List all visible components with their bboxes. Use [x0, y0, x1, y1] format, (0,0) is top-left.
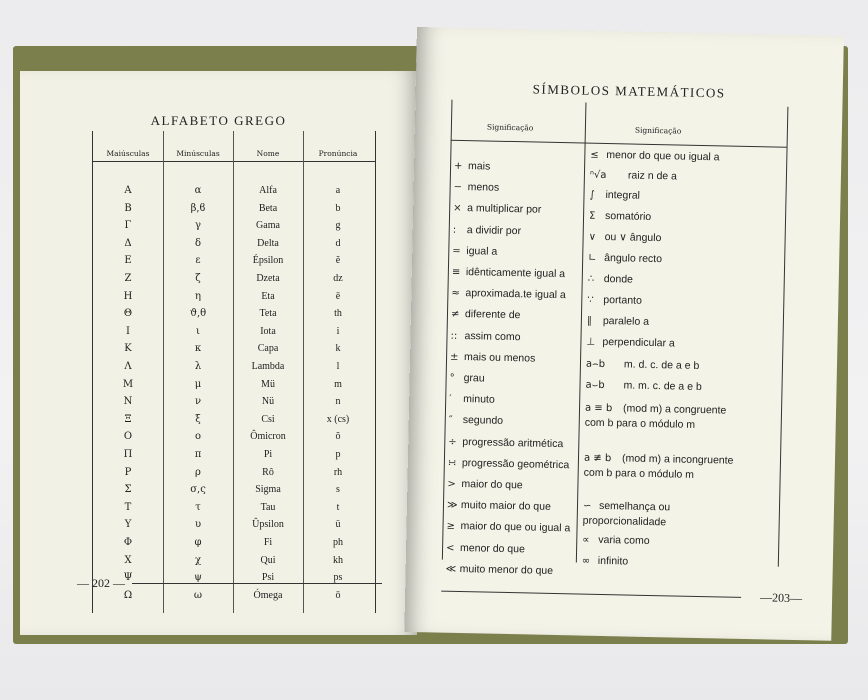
symbol-meaning: perpendicular a — [602, 335, 675, 350]
math-symbol: ′ — [449, 393, 452, 405]
symbol-meaning: menor do que ou igual a — [606, 148, 720, 164]
table-row — [93, 396, 375, 414]
symbol-row — [587, 294, 642, 307]
math-symbol: ″ — [448, 415, 453, 427]
math-symbol: a⌢b — [585, 358, 606, 371]
math-symbol: ≈ — [451, 287, 460, 300]
greek-alphabet-table — [92, 131, 376, 613]
header-lowercase: Minúsculas — [176, 149, 220, 158]
math-symbol: ∽ — [582, 500, 592, 512]
symbol-row — [589, 231, 662, 245]
cell-name: Psi — [261, 572, 275, 584]
cell-lowercase: ν — [194, 396, 202, 408]
cell-name: Lambda — [251, 361, 285, 372]
symbol-row — [585, 379, 701, 393]
symbol-row — [450, 351, 535, 365]
table-row — [93, 572, 375, 590]
table-row — [93, 537, 375, 555]
cell-uppercase: Χ — [124, 554, 132, 566]
table-border-right — [778, 107, 789, 567]
math-symbol: ∝ — [582, 534, 590, 546]
cell-name: Sigma — [255, 484, 281, 496]
cell-pronunciation: rh — [333, 466, 343, 478]
cell-pronunciation: g — [335, 220, 341, 232]
cell-uppercase: Ζ — [124, 273, 132, 284]
math-symbol: < — [445, 542, 455, 554]
symbol-row — [588, 252, 662, 266]
header-name: Nome — [256, 149, 280, 158]
column-divider — [576, 103, 587, 563]
cell-pronunciation: d — [335, 237, 341, 249]
cell-uppercase: Α — [124, 185, 132, 196]
cell-pronunciation: ph — [333, 537, 343, 548]
page-title-greek-alphabet: ALFABETO GREGO — [150, 113, 287, 128]
symbol-meaning: aproximada.te igual a — [465, 287, 566, 302]
symbol-meaning: varia como — [598, 533, 650, 547]
footer-rule — [441, 591, 741, 598]
cell-lowercase: υ — [194, 519, 202, 531]
table-row — [93, 502, 375, 520]
cell-uppercase: Ρ — [124, 466, 132, 478]
cell-pronunciation: ō — [335, 589, 341, 601]
symbol-row — [451, 287, 566, 301]
symbol-row — [454, 181, 500, 194]
table-row — [93, 220, 375, 238]
symbol-row — [447, 499, 551, 513]
math-symbol: ≫ — [446, 499, 458, 512]
symbol-row — [446, 541, 525, 555]
cell-pronunciation: t — [336, 501, 340, 513]
math-symbol: ∫ — [589, 189, 595, 201]
math-symbol: + — [453, 160, 463, 172]
symbol-row — [452, 266, 565, 280]
cell-name: Fi — [263, 537, 273, 548]
math-symbol: a⌣b — [585, 379, 605, 392]
math-symbol: > — [447, 478, 456, 490]
cell-uppercase: Δ — [124, 237, 132, 249]
math-symbol: ° — [449, 372, 455, 384]
symbol-meaning: maior do que ou igual a — [460, 520, 571, 535]
left-page — [20, 71, 417, 635]
symbol-row — [584, 451, 735, 483]
cell-lowercase: φ — [194, 537, 202, 548]
header-pronunciation: Pronúncia — [318, 149, 358, 158]
cell-pronunciation: l — [336, 361, 340, 372]
header-rule — [451, 140, 787, 148]
math-symbol: ≠ — [450, 309, 460, 321]
symbol-meaning: paralelo a — [602, 314, 650, 328]
cell-name: Mü — [261, 378, 275, 390]
table-row — [93, 519, 375, 537]
symbol-row — [589, 210, 651, 223]
symbol-row — [590, 169, 677, 183]
cell-name: Iota — [260, 325, 276, 337]
symbol-meaning: m. m. c. de a e b — [623, 379, 702, 394]
symbol-row — [586, 336, 675, 350]
page-number-right: —203— — [759, 590, 803, 606]
cell-lowercase: ϑ,θ — [189, 308, 207, 320]
math-symbol: a ≢ b — [583, 452, 612, 465]
cell-pronunciation: m — [334, 378, 342, 390]
symbol-row — [454, 160, 490, 173]
symbol-row — [450, 329, 520, 342]
cell-lowercase: δ — [194, 237, 202, 249]
page-title-math-symbols: SÍMBOLOS MATEMÁTICOS — [532, 81, 726, 101]
math-symbol: ≥ — [446, 521, 456, 533]
symbol-row — [451, 308, 521, 321]
cell-pronunciation: ŏ — [335, 431, 341, 443]
cell-name: Csi — [261, 413, 275, 425]
symbol-row — [447, 478, 523, 492]
symbol-row — [448, 435, 563, 449]
cell-name: Épsilon — [252, 255, 284, 267]
math-symbol: ≪ — [445, 563, 457, 575]
symbol-row — [446, 563, 554, 577]
table-row — [93, 484, 375, 502]
symbol-meaning: assim como — [464, 329, 521, 343]
header-uppercase: Maiúsculas — [106, 149, 150, 158]
cell-pronunciation: ps — [333, 572, 343, 584]
table-header — [93, 135, 375, 162]
cell-uppercase: Λ — [124, 361, 132, 372]
symbol-row — [586, 358, 700, 372]
cell-uppercase: Υ — [124, 519, 132, 531]
table-row — [93, 379, 375, 397]
cell-name: Ûpsilon — [252, 519, 284, 531]
symbol-row — [449, 393, 495, 406]
symbol-row — [582, 534, 650, 547]
cell-pronunciation: kh — [333, 554, 343, 566]
table-row — [93, 343, 375, 361]
table-row — [93, 185, 375, 203]
math-symbol: Σ — [588, 210, 596, 222]
symbol-meaning: raiz n de a — [627, 169, 678, 183]
math-symbol: × — [453, 203, 462, 215]
cell-uppercase: Β — [124, 202, 132, 214]
symbol-meaning: (mod m) a congruente com b para o módulo m — [584, 402, 727, 431]
symbol-meaning: muito menor do que — [459, 562, 554, 577]
symbol-row — [449, 414, 504, 427]
symbol-row — [450, 372, 485, 385]
symbol-row — [448, 457, 570, 472]
cell-lowercase: ξ — [195, 413, 201, 425]
cell-lowercase: ζ — [195, 273, 201, 284]
cell-lowercase: π — [194, 449, 202, 460]
cell-uppercase: Ξ — [124, 413, 132, 425]
cell-uppercase: Ε — [124, 255, 132, 267]
math-symbol: ∥ — [586, 315, 592, 327]
cell-name: Delta — [257, 237, 279, 249]
cell-lowercase: τ — [195, 501, 201, 513]
math-symbol: :: — [450, 330, 458, 342]
cell-lowercase: ψ — [194, 572, 202, 584]
symbol-meaning: minuto — [463, 393, 495, 406]
cell-uppercase: Ι — [126, 325, 130, 337]
cell-pronunciation: dz — [333, 273, 343, 284]
cell-name: Ômicron — [250, 431, 286, 443]
symbol-meaning: (mod m) a incongruente com b para o módulo m — [583, 452, 734, 481]
math-symbol: ± — [449, 351, 459, 363]
cell-lowercase: ι — [196, 325, 200, 337]
cell-lowercase: κ — [194, 343, 202, 355]
cell-name: Gama — [256, 220, 280, 232]
symbol-meaning: somatório — [604, 209, 652, 223]
math-symbol: : — [452, 224, 457, 236]
right-page — [404, 27, 844, 641]
cell-name: Qui — [260, 554, 276, 566]
cell-name: Eta — [261, 290, 275, 302]
cell-pronunciation: th — [334, 308, 342, 320]
symbol-meaning: muito maior do que — [460, 499, 551, 514]
cell-lowercase: σ,ς — [190, 484, 206, 496]
table-row — [93, 273, 375, 291]
symbol-meaning: a dividir por — [466, 223, 522, 237]
cell-lowercase: η — [195, 290, 201, 302]
math-symbol: ∺ — [447, 457, 457, 469]
table-row — [93, 291, 375, 309]
cell-lowercase: ο — [194, 431, 202, 443]
cell-lowercase: β,ϐ — [190, 202, 206, 214]
cell-uppercase: Ο — [123, 431, 133, 443]
math-symbol: ≡ — [451, 266, 461, 278]
symbol-row — [588, 273, 633, 286]
symbol-meaning: igual a — [466, 244, 498, 258]
table-row — [93, 238, 375, 256]
symbol-meaning: infinito — [597, 554, 629, 568]
cell-uppercase: Κ — [124, 343, 132, 355]
symbol-meaning: semelhança ou proporcionalidade — [582, 499, 671, 529]
cell-name: Beta — [258, 202, 278, 214]
symbol-row — [583, 499, 734, 531]
symbol-meaning: diferente de — [464, 308, 521, 322]
symbol-row — [587, 315, 649, 328]
symbol-meaning: maior do que — [461, 478, 523, 492]
cell-name: Alfa — [259, 185, 277, 196]
symbol-row — [453, 202, 541, 216]
cell-pronunciation: n — [335, 396, 341, 408]
cell-name: Tau — [260, 501, 276, 513]
math-symbol: ∵ — [587, 294, 594, 306]
cell-name: Teta — [259, 308, 277, 320]
cell-name: Dzeta — [256, 273, 280, 284]
symbol-meaning: progressão aritmética — [462, 435, 564, 450]
cell-lowercase: μ — [194, 378, 202, 390]
cell-pronunciation: b — [335, 202, 341, 214]
cell-uppercase: Γ — [124, 220, 132, 232]
math-symbol: = — [452, 245, 461, 257]
cell-uppercase: Μ — [122, 378, 134, 390]
table-row — [93, 590, 375, 608]
cell-uppercase: Σ — [124, 484, 132, 496]
symbol-meaning: mais ou menos — [463, 350, 536, 365]
table-row — [93, 431, 375, 449]
math-symbol: ∞ — [581, 555, 591, 567]
header-meaning-2: Significação — [634, 125, 682, 136]
header-meaning-1: Significação — [486, 122, 534, 133]
symbol-meaning: a multiplicar por — [467, 202, 542, 217]
symbol-row — [589, 189, 640, 202]
symbol-row — [582, 555, 629, 568]
cell-lowercase: α — [194, 185, 202, 196]
math-symbol: ⁿ√a — [589, 169, 607, 181]
cell-pronunciation: x (cs) — [326, 413, 350, 425]
cell-uppercase: Ω — [123, 589, 133, 601]
symbol-meaning: menos — [467, 181, 500, 194]
math-symbol: ∟ — [588, 252, 597, 264]
cell-name: Rô — [262, 466, 274, 478]
symbol-row — [452, 245, 497, 258]
page-number-left: — 202 — — [77, 576, 125, 590]
cell-pronunciation: ĕ — [335, 255, 341, 267]
table-row — [93, 555, 375, 573]
cell-lowercase: γ — [195, 220, 201, 232]
symbol-meaning: donde — [603, 272, 634, 286]
cell-pronunciation: p — [335, 449, 341, 460]
symbol-meaning: portanto — [603, 293, 642, 307]
footer-rule — [132, 583, 382, 584]
cell-pronunciation: s — [336, 484, 340, 496]
table-row — [93, 467, 375, 485]
table-row — [93, 203, 375, 221]
symbol-meaning: progressão geométrica — [461, 456, 570, 472]
math-symbol: a ≡ b — [584, 402, 613, 415]
cell-uppercase: Ψ — [123, 572, 133, 584]
cell-pronunciation: ē — [335, 290, 341, 302]
symbol-meaning: ângulo recto — [604, 251, 663, 266]
symbol-meaning: m. d. c. de a e b — [623, 358, 700, 372]
cell-lowercase: ω — [193, 589, 203, 601]
table-row — [93, 414, 375, 432]
symbol-meaning: segundo — [462, 414, 504, 428]
symbol-meaning: grau — [463, 372, 485, 385]
cell-pronunciation: a — [335, 185, 341, 196]
symbol-meaning: idênticamente igual a — [465, 266, 566, 281]
symbol-row — [446, 520, 570, 535]
cell-uppercase: Θ — [123, 308, 133, 320]
cell-uppercase: Η — [123, 290, 133, 302]
math-symbol: ∨ — [588, 231, 597, 243]
symbol-meaning: integral — [605, 188, 641, 202]
symbol-row — [585, 401, 736, 433]
table-row — [93, 326, 375, 344]
cell-uppercase: Φ — [123, 537, 133, 548]
cell-name: Pi — [263, 449, 273, 460]
cell-lowercase: λ — [194, 361, 202, 372]
cell-pronunciation: i — [336, 325, 340, 337]
symbol-row — [453, 223, 522, 236]
math-symbol: ÷ — [448, 436, 457, 448]
math-symbol: ∴ — [587, 273, 595, 285]
cell-uppercase: Π — [123, 449, 133, 460]
symbol-meaning: menor do que — [459, 541, 526, 555]
cell-pronunciation: k — [335, 343, 341, 355]
table-row — [93, 449, 375, 467]
cell-name: Nü — [261, 396, 275, 408]
math-symbol: ≤ — [590, 149, 599, 161]
table-row — [93, 361, 375, 379]
symbol-meaning: ou ∨ ângulo — [604, 230, 662, 245]
cell-name: Capa — [257, 343, 279, 355]
cell-name: Ómega — [253, 589, 283, 601]
cell-uppercase: Ν — [123, 396, 133, 408]
math-symbol: − — [453, 181, 463, 194]
cell-lowercase: ε — [195, 255, 201, 267]
table-row — [93, 255, 375, 273]
cell-uppercase: Τ — [124, 501, 132, 513]
cell-lowercase: χ — [194, 554, 202, 566]
table-row — [93, 308, 375, 326]
cell-lowercase: ρ — [195, 466, 201, 478]
math-symbol: ⊥ — [586, 336, 596, 348]
symbol-meaning: mais — [467, 160, 491, 173]
cell-pronunciation: ü — [335, 519, 341, 531]
